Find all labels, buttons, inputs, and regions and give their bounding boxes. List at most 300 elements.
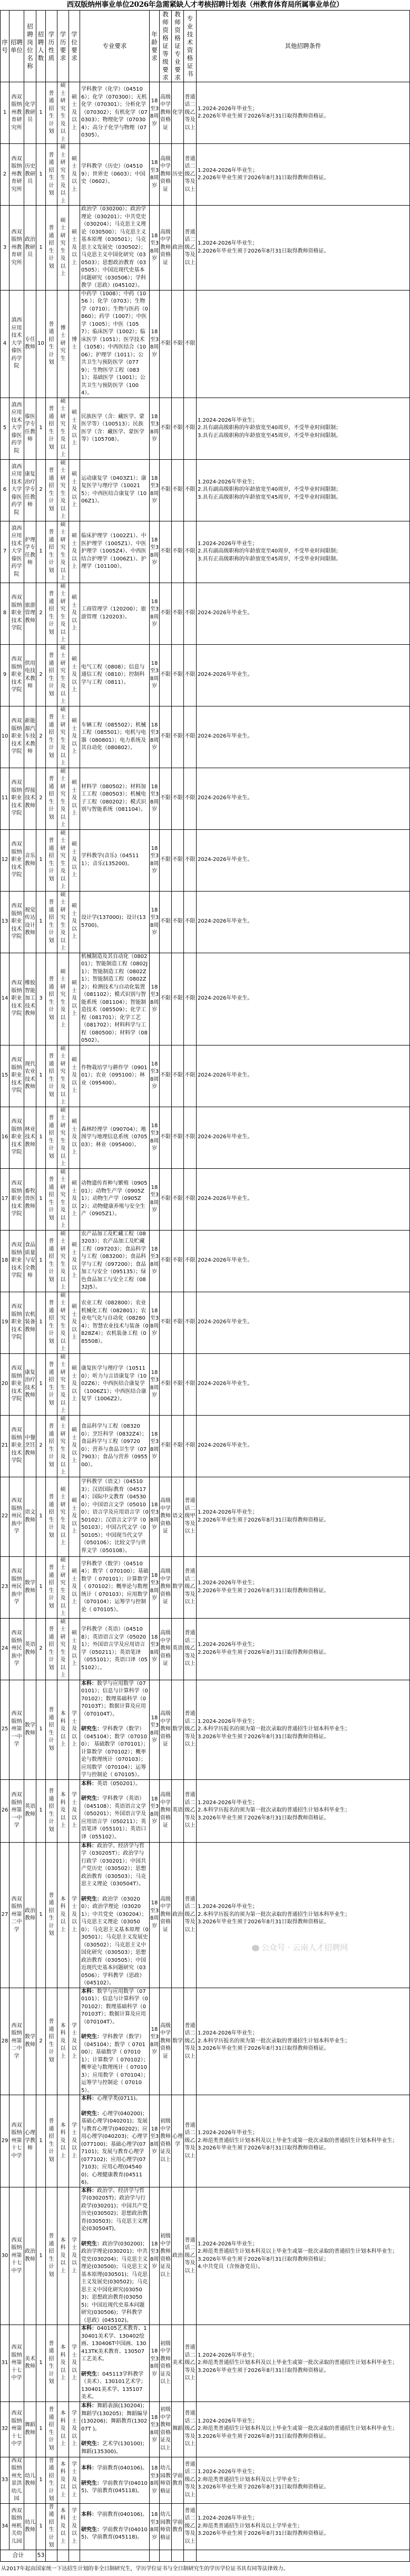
cell-unit: 西双版纳州机关幼儿园 [9,2503,24,2550]
major-part-text: 学科教学（语文）（045103）；汉语国际教育（045174）；国际中文教育（045300）；中国语言文学（050100）；语言学及应用语言学（050102）；汉语言文字学（050103）；中国古代文学（050105）；中国现当代文学（050106）；比较文学与世界文学（050108）。 [81,1479,149,1554]
cell-unit: 西双版纳州第十七中学 [9,2187,24,2325]
major-part [81,1896,149,1988]
cell-age: 18至38周岁 [150,2095,160,2187]
cell-major [80,459,150,521]
major-part [81,1626,149,1672]
cell-unit: 西双版纳职业技术学院 [9,953,24,1045]
cell-cert-level: 高级中学教师资格证 [160,1779,172,1842]
cell-no: 23 [1,1556,9,1618]
cell-major [80,1618,150,1680]
cell-cert-level: 高级中学教师资格证 [160,1680,172,1779]
cell-other: 1.2024-2026年毕业生； 2.师范类普通招生计划本科及以上学毕业生； 3.2026年毕业生须于2026年8月31日取得教师资格证。 [197,2503,410,2550]
cell-post: 康复治疗学专任教师 [24,459,36,521]
cell-count: 1 [36,1168,46,1230]
cell-cert-major: 不限 [172,398,184,459]
cell-age: 18至38周岁 [150,1842,160,1988]
cell-major [80,2095,150,2187]
watermark [252,1942,348,1953]
cell-cert-major: 政治 [172,1842,184,1988]
cell-degree: 学士及以上 [69,1842,80,1988]
cell-nature: 普通招生计划 [46,1779,57,1842]
cell-age: 18至38周岁 [150,1779,160,1842]
cell-cert-level: 不限 [160,459,172,521]
cell-unit: 滇西应用技术大学傣医药学院 [9,398,24,459]
major-part [81,606,149,621]
cell-unit: 西双版纳职业技术学院 [9,1292,24,1353]
cell-count: 1 [36,1230,46,1292]
cell-age: 18至38周岁 [150,891,160,953]
cell-nature: 普通招生计划 [46,2095,57,2187]
cell-post: 傣医学专任教师 [24,398,36,459]
cell-edu: 硕士研究生及以上 [57,1107,69,1168]
cell-no: 14 [1,953,9,1045]
cell-age: 18至38周岁 [150,2503,160,2550]
cell-major [80,290,150,398]
cell-post: 化学教研员 [24,82,36,144]
major-part [81,1680,149,1719]
total-count: 53 [36,2550,46,2561]
major-part-text: 学科教学（英语）（045108）；英语语言文学（050201）；外国语言学及应用语言学（050211）；英语笔译（055101）；英语口译（055102）；。 [81,1626,148,1671]
cell-tech-cert: 普通话二级乙等及以上 [184,2401,197,2457]
cell-unit: 西双版纳州第二中学 [9,1988,24,2095]
table-row [1,290,410,398]
cell-unit: 西双版纳职业技术学院 [9,891,24,953]
major-part [81,2371,149,2401]
cell-count: 1 [36,398,46,459]
cell-cert-level: 幼儿园教师资格证 [160,2457,172,2503]
cell-post: 政治教研员 [24,206,36,290]
cell-unit: 西双版纳职业技术学院 [9,1230,24,1292]
total-empty-cell [69,2550,80,2561]
major-part-text: 学科教学（数学）（045104）；数学（ 070100）；基础数学（ 070101）；计算数学（ 070102）；概率论与数理统计（ 070103）；应用数学（070104）；运筹学与控制论（ 070105）。 [81,1561,149,1613]
cell-cert-major: 不限 [172,891,184,953]
major-part-text: 政治学、经济学与哲学(030205T)；政治学与行政学(030201)；中国共产党历史(030502)；思想政治教育(030503)；马克思主义理论(030504T)。 [81,2187,148,2232]
cell-count: 1 [36,82,46,144]
major-part-label: 本科： [81,1780,97,1787]
cell-other: 2024-2026年毕业生。 [197,953,410,1045]
major-part [81,413,149,444]
cell-post: 语文教师 [24,1477,36,1556]
table-row [1,829,410,891]
table-row [1,521,410,583]
cell-cert-major: 不限 [172,1353,184,1415]
major-part-label: 研究生： [81,2526,102,2533]
table-row [1,2325,410,2402]
cell-tech-cert: 不限 [184,891,197,953]
cell-post: 心理学教师 [24,2095,36,2187]
major-part-text: 学科教学（英语）（045108）；英语语言文学（050201）；外国语言学及应用语言学（050211）；英语笔译（055101）；英语口译（055102）。 [81,1796,147,1840]
major-part-text: 森林经理学（090704）；地图学与地理信息系统（070503）；林业（095400）。 [81,1126,148,1148]
cell-age: 18至38周岁 [150,644,160,706]
cell-degree: 学士及以上 [69,1988,80,2095]
table-row [1,1988,410,2095]
cell-nature: 普通招生计划 [46,1353,57,1415]
cell-post: 橡胶智能加工技术教师 [24,953,36,1045]
cell-tech-cert: 不限 [184,1045,197,1107]
cell-degree: 硕士及以上 [69,459,80,521]
cell-no: 8 [1,583,9,644]
cell-count: 2 [36,1415,46,1477]
cell-other: 1.2024-2026年毕业生； 2.本科学历报名的须为第一批次录取的普通招生计划本科毕业生； 3.2026年毕业生须于2026年8月31日取得教师资格证。 [197,1988,410,2095]
cell-degree: 硕士及以上 [69,1618,80,1680]
cell-cert-level: 不限 [160,891,172,953]
cell-cert-level: 高级中学教师资格证 [160,144,172,206]
total-empty-cell [80,2550,150,2561]
cell-count: 2 [36,706,46,768]
cell-age: 18至38周岁 [150,1353,160,1415]
cell-no: 5 [1,398,9,459]
cell-edu: 本科及以上 [57,1680,69,1779]
major-part [81,290,149,398]
major-part-text: 英语（050201）。 [97,1780,141,1787]
cell-unit: 西双版纳州教育研究所 [9,206,24,290]
cell-other: 1.2024-2026年毕业生； 2.2026年毕业生须于2026年8月31日取得教师资格证。 [197,1477,410,1556]
cell-cert-major: 数学 [172,1680,184,1779]
major-part-text: 学前教育学(040105)、学前教育(045118)。 [81,2480,148,2494]
header-count: 招聘人数 [36,11,46,82]
table-row [1,206,410,290]
major-part-text: 动物遗传育种与繁殖（090501）；动物生产学（0905Z1）；动物生产学（0905Z2）；动物健康养殖与安全生产（0905Z1）。 [81,1180,148,1217]
major-part-text: 学前教育(040106)。 [97,2512,148,2518]
table-row [1,82,410,144]
cell-degree: 硕士及以上 [69,398,80,459]
cell-age: 18至38周岁 [150,1415,160,1477]
cell-age: 18至38周岁 [150,206,160,290]
major-part [81,2511,149,2519]
cell-major [80,1353,150,1415]
cell-tech-cert: 不限 [184,953,197,1045]
cell-cert-major: 不限 [172,1107,184,1168]
cell-post: 英语教师 [24,1779,36,1842]
cell-other: 1.2024-2026年毕业生； 2.师范类普通招生计划本科及以上毕业生或第一批次录取的普通招生计划本科毕业生； 3.2026年毕业生须于2026年8月31日取得教师资格证； 4.中共党员（含预备党员）。 [197,2187,410,2325]
cell-no: 12 [1,829,9,891]
major-part-text: 数学与应用数学（070101）；信息与计算科学（070102）；数理基础科学（070103T）；数据计算及应用（070104T）。 [81,1680,148,1717]
table-row [1,953,410,1045]
major-part [81,1180,149,1218]
major-part [81,2480,149,2495]
cell-no: 33 [1,2457,9,2503]
major-part-label: 研究生： [81,2371,102,2377]
cell-no: 13 [1,891,9,953]
cell-cert-major: 数学 [172,1988,184,2095]
table-row [1,1842,410,1988]
major-part-label: 本科： [81,1988,97,1994]
cell-count: 1 [36,2401,46,2457]
cell-major [80,1842,150,1988]
major-part [81,1561,149,1614]
table-row [1,398,410,459]
cell-tech-cert: 普通话二级乙等及以上 [184,144,197,206]
cell-age: 18至38周岁 [150,2325,160,2402]
cell-major [80,768,150,829]
major-part [81,86,149,140]
table-row [1,1415,410,1477]
cell-edu: 硕士研究生及以上 [57,891,69,953]
cell-unit: 西双版纳职业技术学院 [9,768,24,829]
cell-other: 1.2024-2026年毕业生； 2.本科学历报名的须为第一批次录取的普通招生计划本科毕业生； 3.2026年毕业生须于2026年8月31日取得教师资格证。 [197,1680,410,1779]
table-row [1,1353,410,1415]
header-cert-major: 教师资格证专业要求 [172,11,184,82]
cell-edu: 硕士研究生及以上 [57,1168,69,1230]
cell-tech-cert: 普通话二级乙等及以上 [184,206,197,290]
table-row [1,2503,410,2550]
cell-cert-major: 心理学 [172,2095,184,2187]
cell-cert-major: 不限 [172,1292,184,1353]
cell-cert-level: 不限 [160,1168,172,1230]
cell-cert-major: 舞蹈 [172,2401,184,2457]
cell-unit: 西双版纳州第十七中学 [9,2325,24,2402]
cell-major [80,1292,150,1353]
cell-major [80,953,150,1045]
cell-no: 11 [1,768,9,829]
header-age: 年龄要求 [150,11,160,82]
cell-other: 2024-2026年毕业生。 [197,1045,410,1107]
cell-no: 17 [1,1168,9,1230]
table-row [1,583,410,644]
header-post: 招聘岗位名称 [24,11,36,82]
cell-unit: 西双版纳州民族中学 [9,1477,24,1556]
cell-no: 27 [1,1842,9,1988]
major-part [81,1988,149,2027]
major-part-text: 设计学(137000)；设计(135700)。 [81,915,146,928]
table-row [1,2095,410,2187]
table-header-row [1,11,410,82]
cell-cert-level: 初级中学教师资格证及以上 [160,2187,172,2325]
cell-other: 2024-2026年毕业生。 [197,829,410,891]
major-part-text: 学前教育学(040105)、学前教育(045118)。 [81,2526,148,2541]
cell-major [80,1415,150,1477]
cell-tech-cert: 普通话二级乙等及以上 [184,1842,197,1988]
major-part-label: 本科： [81,1843,97,1849]
cell-cert-major: 不限 [172,521,184,583]
major-part-text: 农业工程（082800）；农业机械化工程（082801）；农业电气化与自动化（082804）；智慧农业技术与装备（0828Z4）；农机装备工程（085508）。 [81,1300,149,1344]
major-part [81,2441,149,2456]
table-row [1,144,410,206]
cell-post: 舞蹈教师 [24,2401,36,2457]
table-row [1,2401,410,2457]
cell-unit: 西双版纳州第一中学 [9,1680,24,1779]
cell-count: 2 [36,644,46,706]
cell-count: 1 [36,1353,46,1415]
major-part [81,853,149,868]
cell-no: 3 [1,206,9,290]
cell-other: 1.2024-2026年毕业生； 2.师范类普通招生计划本科及以上毕业生或第一批次录取的普通招生计划本科毕业生； 3.2026年毕业生须于2026年8月31日取得教师资格证。 [197,2095,410,2187]
major-part-label: 本科： [81,1680,97,1687]
cell-tech-cert: 不限 [184,644,197,706]
cell-no: 26 [1,1779,9,1842]
cell-other: 1.2024-2026年毕业生； 2.2026年毕业生须于2026年8月31日取得教师资格证。 [197,206,410,290]
cell-count: 2 [36,1988,46,2095]
cell-age: 18至38周岁 [150,459,160,521]
cell-unit: 西双版纳州民族中学 [9,1618,24,1680]
cell-degree: 硕士及以上 [69,768,80,829]
header-other: 其他招聘条件 [197,11,410,82]
cell-post: 康复治疗技术教师 [24,1353,36,1415]
cell-count: 1 [36,2095,46,2187]
major-part-text: 中药学（1008）；中药（1056 ）；化学（0703）；生物学（0710）；生物与医药（0860）；药学（1007）；中医学（1005）；中医（1057）；临床医学（1002）；临床医学（1051）；医学技术（1058）；中西医结合（1006）；护理学（1011）；公共卫生与预防医学（0779）；生物医学工程（0831）；基础医学（1001）；公共卫生与预防医学（1004）。 [81,290,148,396]
cell-other: 2024-2026年毕业生。 [197,1230,410,1292]
cell-unit: 西双版纳职业技术学院 [9,644,24,706]
cell-post: 英语教师 [24,1618,36,1680]
cell-age: 18至38周岁 [150,768,160,829]
cell-post: 政治教师 [24,1842,36,1988]
cell-edu: 硕士研究生及以上 [57,459,69,521]
cell-nature: 普通招生计划 [46,1415,57,1477]
cell-major [80,82,150,144]
cell-nature: 普通招生计划 [46,829,57,891]
major-part [81,914,149,929]
cell-no: 24 [1,1618,9,1680]
cell-other: 1.2024-2026年毕业生； 2.本科学历报名的须为第一批次录取的普通招生计划本科毕业生； 3.2026年毕业生须于2026年8月31日取得教师资格证。 [197,1779,410,1842]
cell-age: 18至38周岁 [150,1230,160,1292]
cell-other: 1.2024-2026年毕业生； 2.具有副高级职称的年龄放宽至40周岁，不受毕业时间限制； 3.具有正高级职称的年龄放宽至45周岁，不受毕业时间限制。 [197,398,410,459]
cell-post: 林业技术教师 [24,1107,36,1168]
major-part [81,2095,149,2103]
cell-degree: 学士及以上 [69,2325,80,2402]
cell-cert-level: 不限 [160,1230,172,1292]
cell-nature: 普通招生计划 [46,768,57,829]
cell-tech-cert: 普通话二级乙等及以上 [184,2095,197,2187]
cell-age: 18至38周岁 [150,2401,160,2457]
cell-count: 1 [36,1680,46,1779]
cell-degree: 硕士及以上 [69,953,80,1045]
cell-cert-level: 不限 [160,953,172,1045]
cell-edu: 硕士研究生及以上 [57,398,69,459]
cell-tech-cert: 普通话二级乙等及以上 [184,1618,197,1680]
major-part-label: 本科： [81,2465,97,2472]
cell-cert-level: 不限 [160,706,172,768]
major-part [81,206,149,290]
wechat-icon [252,1945,259,1951]
cell-no: 22 [1,1477,9,1556]
cell-cert-major: 历史 [172,144,184,206]
cell-major [80,1045,150,1107]
major-part-text: 政治学(030200)；政治学理论(030201)；中共党史(030204)；马克思主义理论(030500)；马克思主义基本原理(030501)；马克思主义发展史(030502)；马克思主义中国化研究(030503)；思想政治教育(030505)；中国近现代史基本问题研究(030506)；学科教学（思政）(045102)。 [81,2241,148,2323]
cell-age: 18至38周岁 [150,583,160,644]
cell-nature: 普通招生计划 [46,953,57,1045]
cell-nature: 普通招生计划 [46,1477,57,1556]
cell-no: 28 [1,1988,9,2095]
cell-age: 18至38周岁 [150,2187,160,2325]
cell-edu: 硕士研究生及以上 [57,82,69,144]
major-part [81,1365,149,1403]
cell-tech-cert: 不限 [184,1230,197,1292]
cell-major [80,829,150,891]
cell-cert-level: 初级中学教师资格证及以上 [160,2095,172,2187]
cell-nature: 普通招生计划 [46,1988,57,2095]
cell-degree: 硕士及以上 [69,1168,80,1230]
major-part-label: 研究生： [81,1896,102,1902]
table-row [1,1556,410,1618]
cell-nature: 普通招生计划 [46,290,57,398]
major-part [81,2187,149,2233]
major-part [81,1726,149,1779]
major-part-text: 数学与应用数学（070101）；信息与计算科学（070102）；数理基础科学（070103T）；数据计算及应用（070104T）。 [81,1988,148,2025]
cell-major [80,2401,150,2457]
cell-nature: 普通招生计划 [46,2401,57,2457]
major-part-label: 本科： [81,2096,97,2102]
cell-other: 1.2024-2026年毕业生； 2.2026年毕业生须于2026年8月31日取得教师资格证。 [197,144,410,206]
cell-post: 护理学专任教师 [24,521,36,583]
major-part [81,1064,149,1088]
cell-edu: 本科及以上 [57,2095,69,2187]
cell-major [80,1477,150,1556]
major-part-text: 045113学科教学（美术）、130101艺术学；130401美术学、135107 美术。 [81,2371,147,2400]
table-row [1,1292,410,1353]
major-part-text: 政治学、经济学与哲学（030205T）；政治学与行政学（030201）；中国共产党历史（030502）；思想政治教育（030503）；马克思主义理论（030504T）。 [81,1843,147,1887]
major-part-text: 学前教育(040106)。 [97,2465,148,2472]
cell-other: 1.2024-2026年毕业生； 2.2026年毕业生须于2026年8月31日取得教师资格证。 [197,82,410,144]
cell-tech-cert: 不限 [184,706,197,768]
cell-major [80,398,150,459]
cell-degree: 硕士及以上 [69,521,80,583]
cell-cert-major: 不限 [172,644,184,706]
total-empty-cell [46,2550,57,2561]
cell-major [80,2503,150,2550]
cell-no: 29 [1,2095,9,2187]
cell-tech-cert: 不限 [184,1107,197,1168]
cell-count: 2 [36,583,46,644]
cell-major [80,891,150,953]
major-part [81,2241,149,2325]
cell-major [80,1556,150,1618]
cell-cert-major: 不限 [172,583,184,644]
major-part [81,1795,149,1841]
cell-other: 2024-2026年毕业生。 [197,1107,410,1168]
major-part-label: 本科： [81,2512,97,2518]
cell-degree: 硕士及以上 [69,1353,80,1415]
cell-edu: 硕士研究生及以上 [57,1477,69,1556]
cell-age: 18至38周岁 [150,290,160,398]
cell-unit: 西双版纳州第二中学 [9,1842,24,1988]
major-part [81,953,149,1045]
major-part-label: 本科： [81,2403,97,2409]
cell-edu: 硕士研究生及以上 [57,1353,69,1415]
cell-degree: 硕士及以上 [69,1107,80,1168]
major-part-label: 研究生： [81,2110,102,2117]
cell-nature: 普通招生计划 [46,1292,57,1353]
table-row [1,1618,410,1680]
cell-tech-cert: 不限 [184,768,197,829]
total-empty-cell [184,2550,197,2561]
cell-major [80,1107,150,1168]
cell-unit: 滇西应用技术大学傣医药学院 [9,459,24,521]
cell-edu: 本科及以上 [57,2187,69,2325]
cell-unit: 滇西应用技术大学傣医药学院 [9,521,24,583]
cell-edu: 硕士研究生及以上 [57,1292,69,1353]
major-part-label: 研究生： [81,2034,102,2040]
cell-tech-cert: 不限 [184,290,197,398]
cell-tech-cert: 不限 [184,583,197,644]
cell-major [80,2187,150,2325]
cell-major [80,706,150,768]
major-part [81,1300,149,1345]
total-empty-cell [57,2550,69,2561]
cell-no: 32 [1,2401,9,2457]
cell-degree: 硕士及以上 [69,1477,80,1556]
cell-other: 2024-2026年毕业生。 [197,1353,410,1415]
table-row [1,1680,410,1779]
cell-degree: 硕士及以上 [69,829,80,891]
cell-edu: 硕士研究生及以上 [57,1045,69,1107]
cell-cert-level: 不限 [160,521,172,583]
cell-edu: 本科及以上 [57,1842,69,1988]
cell-age: 18至38周岁 [150,2457,160,2503]
cell-cert-major: 不限 [172,768,184,829]
cell-post: 专任教师 [24,290,36,398]
cell-major [80,1168,150,1230]
cell-other: 1.2024-2026年毕业生； 2.2026年毕业生须于2026年8月31日取得教师资格证。 [197,1556,410,1618]
